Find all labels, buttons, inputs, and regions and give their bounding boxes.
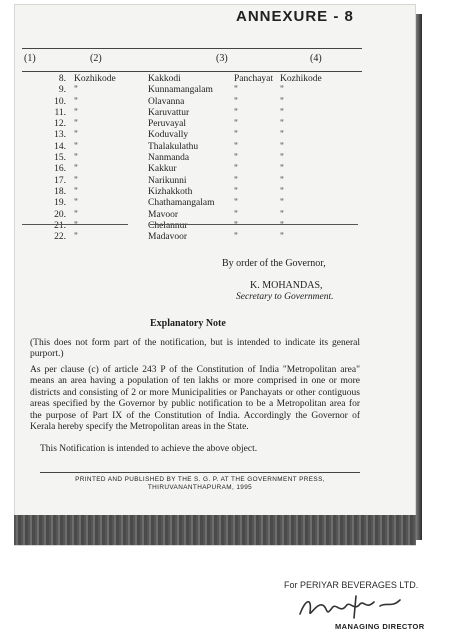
table-row: [34, 176, 364, 187]
table-row: [34, 74, 364, 85]
corporation-cell: ": [280, 96, 284, 107]
local-body-name: Peruvayal: [148, 119, 186, 130]
note-paragraph-1: (This does not form part of the notification, but is intended to indicate its general purport.): [30, 338, 360, 360]
body-type-cell: ": [234, 198, 238, 209]
corporation-cell: ": [280, 186, 284, 197]
explanatory-note-title: Explanatory Note: [150, 318, 226, 329]
local-body-name: Chathamangalam: [148, 198, 215, 209]
district-cell: ": [74, 153, 78, 164]
body-type-cell: ": [234, 175, 238, 186]
order-line: By order of the Governor,: [222, 258, 326, 269]
row-number: 10.: [54, 96, 66, 107]
district-cell: ": [74, 141, 78, 152]
local-body-name: Koduvally: [148, 130, 189, 141]
table-row: [34, 232, 364, 243]
table-row: [34, 119, 364, 130]
district-cell: ": [74, 209, 78, 220]
local-body-name: Olavanna: [148, 96, 185, 107]
table-row: [34, 210, 364, 221]
table-row: [34, 221, 364, 232]
body-type-cell: ": [234, 153, 238, 164]
row-number: 18.: [54, 186, 66, 197]
column-header-4: (4): [310, 53, 322, 64]
row-number: 22.: [54, 232, 66, 243]
table-row: [34, 187, 364, 198]
corporation-cell: Kozhikode: [280, 74, 322, 84]
district-cell: ": [74, 107, 78, 118]
table-row: [34, 97, 364, 108]
area-table: [34, 74, 364, 243]
local-body-name: Madavoor: [148, 232, 188, 243]
corporation-cell: ": [280, 209, 284, 220]
district-cell: ": [74, 186, 78, 197]
district-cell: ": [74, 232, 78, 243]
corporation-cell: ": [280, 107, 284, 118]
corporation-cell: ": [280, 153, 284, 164]
corporation-cell: ": [280, 232, 284, 243]
row-number: 15.: [54, 153, 66, 164]
row-number: 8.: [58, 74, 66, 84]
body-type-cell: ": [234, 186, 238, 197]
district-cell: ": [74, 164, 78, 175]
row-number: 20.: [54, 209, 66, 220]
company-stamp: For PERIYAR BEVERAGES LTD.: [284, 580, 419, 590]
corporation-cell: ": [280, 220, 284, 231]
managing-director-label: MANAGING DIRECTOR: [335, 622, 425, 631]
row-number: 13.: [54, 130, 66, 141]
column-header-1: (1): [24, 53, 36, 64]
district-cell: ": [74, 198, 78, 209]
table-row: [34, 198, 364, 209]
corporation-cell: ": [280, 119, 284, 130]
column-header-3: (3): [216, 53, 228, 64]
printer-imprint: [40, 472, 360, 491]
row-number: 16.: [54, 164, 66, 175]
handwritten-signature: [296, 592, 406, 622]
signatory-designation: Secretary to Government.: [236, 292, 334, 302]
column-header-2: (2): [90, 53, 102, 64]
printer-imprint-line-2: THIRUVANANTHAPURAM, 1995: [147, 484, 253, 491]
row-number: 14.: [54, 141, 66, 152]
signatory-name: K. MOHANDAS,: [250, 280, 323, 291]
row-number: 21.: [54, 220, 66, 231]
district-cell: ": [74, 175, 78, 186]
printer-imprint-line-1: PRINTED AND PUBLISHED BY THE S. G. P. AT THE GOVERNMENT PRESS,: [75, 476, 325, 483]
local-body-name: Kakkodi: [148, 74, 181, 84]
table-row: [34, 142, 364, 153]
corporation-cell: ": [280, 198, 284, 209]
scan-shadow-band: [14, 515, 416, 545]
district-cell: ": [74, 85, 78, 96]
corporation-cell: ": [280, 85, 284, 96]
table-row: [34, 108, 364, 119]
corporation-cell: ": [280, 141, 284, 152]
row-number: 9.: [58, 85, 66, 96]
district-cell: ": [74, 220, 78, 231]
corporation-cell: ": [280, 175, 284, 186]
table-row: [34, 85, 364, 96]
table-end-rule-right: [150, 224, 358, 225]
row-number: 11.: [54, 107, 66, 118]
district-cell: ": [74, 96, 78, 107]
annexure-title: ANNEXURE - 8: [236, 8, 354, 25]
table-row: [34, 153, 364, 164]
table-row: [34, 130, 364, 141]
body-type-cell: ": [234, 232, 238, 243]
local-body-name: Kakkur: [148, 164, 177, 175]
body-type-cell: ": [234, 164, 238, 175]
row-number: 12.: [54, 119, 66, 130]
body-type-cell: ": [234, 130, 238, 141]
body-type-cell: ": [234, 107, 238, 118]
district-cell: Kozhikode: [74, 74, 116, 84]
local-body-name: Chelannur: [148, 220, 188, 231]
body-type-cell: ": [234, 96, 238, 107]
table-row: [34, 164, 364, 175]
column-header-row: [22, 48, 362, 72]
local-body-name: Kizhakkoth: [148, 186, 193, 197]
row-number: 17.: [54, 175, 66, 186]
local-body-name: Mavoor: [148, 209, 179, 220]
corporation-cell: ": [280, 130, 284, 141]
body-type-cell: ": [234, 220, 238, 231]
local-body-name: Thalakulathu: [148, 141, 199, 152]
row-number: 19.: [54, 198, 66, 209]
body-type-cell: ": [234, 209, 238, 220]
local-body-name: Karuvattur: [148, 107, 190, 118]
corporation-cell: ": [280, 164, 284, 175]
local-body-name: Nanmanda: [148, 153, 190, 164]
table-end-rule-left: [22, 224, 128, 225]
note-paragraph-3: This Notification is intended to achieve the above object.: [40, 444, 258, 454]
note-paragraph-2: As per clause (c) of article 243 P of the Constitution of India "Metropolitan area" means an area having a population of ten lakhs or more comprised in one or more districts and consisting of 2 or more Municipalities or Panchayats or other contiguous areas specified by the Governor by public notification to be a Metropolitan area for the purpose of Part IX of the Constitution of India. Accordingly the Governor of Kerala hereby specify the Metropolitan areas in the State.: [30, 365, 360, 433]
body-type-cell: Panchayat: [234, 74, 274, 84]
local-body-name: Kunnamangalam: [148, 85, 213, 96]
district-cell: ": [74, 130, 78, 141]
district-cell: ": [74, 119, 78, 130]
body-type-cell: ": [234, 85, 238, 96]
body-type-cell: ": [234, 141, 238, 152]
body-type-cell: ": [234, 119, 238, 130]
local-body-name: Narikunni: [148, 175, 187, 186]
